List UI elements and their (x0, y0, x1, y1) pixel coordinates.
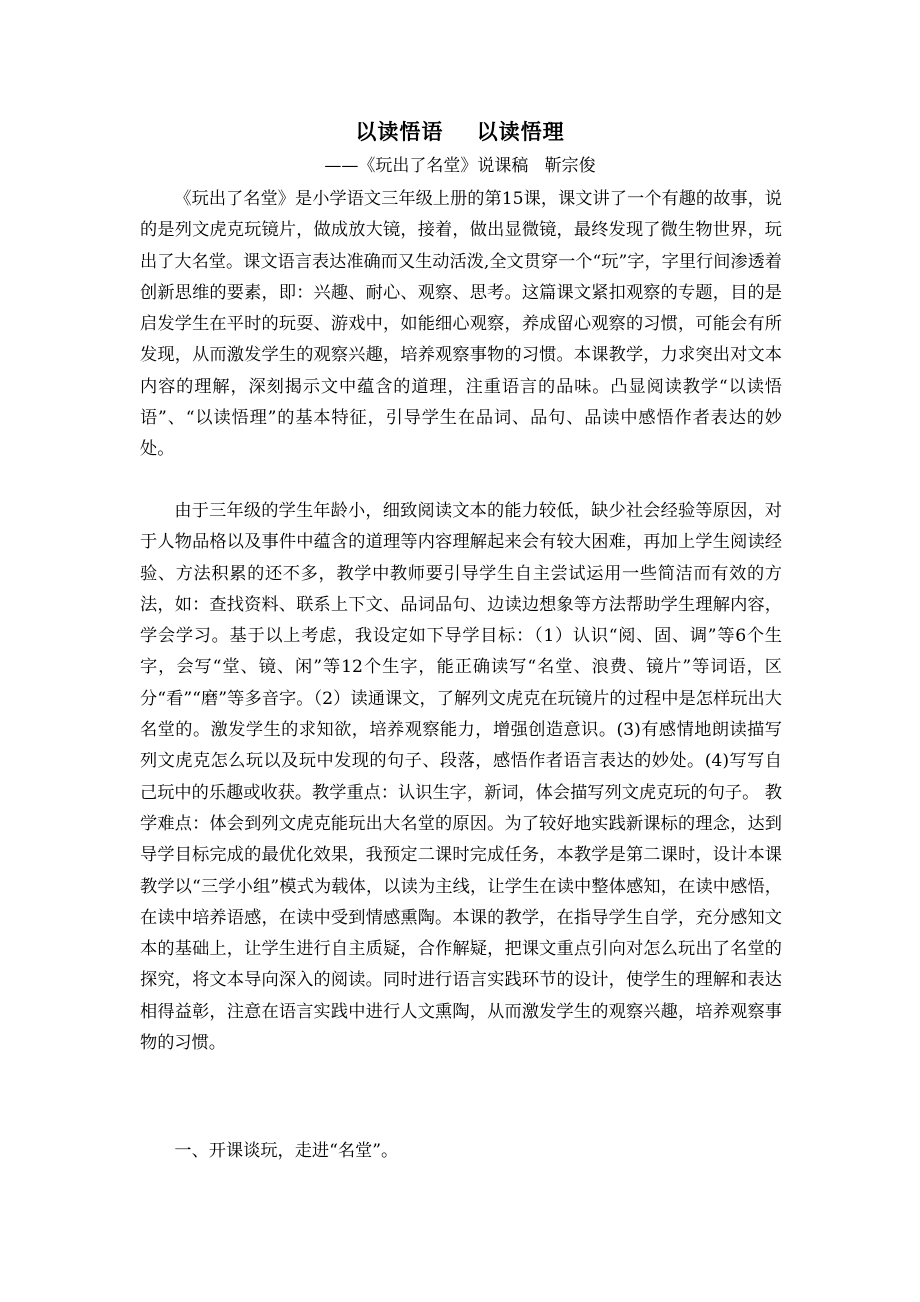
document-title: 以读悟语 以读悟理 (355, 119, 565, 144)
paragraph-objectives: 由于三年级的学生年龄小，细致阅读文本的能力较低，缺少社会经验等原因，对于人物品格以及事件中蕴含的道理等内容理解起来会有较大困难，再加上学生阅读经验、方法积累的还不多，教学中教师要引导学生自主尝试运用一些简洁而有效的方法，如：查找资料、联系上下文、品词品句、边读边想象等方法帮助学生理解内容，学会学习。基于以上考虑，我设定如下导学目标：（1）认识“阅、固、调”等6个生字，会写“堂、镜、闲”等12个生字，能正确读写“名堂、浪费、镜片”等词语，区分“看”“磨”等多音字。（2）读通课文，了解列文虎克在玩镜片的过程中是怎样玩出大名堂的。激发学生的求知欲，培养观察能力，增强创造意识。(3)有感情地朗读描写列文虎克怎么玩以及玩中发现的句子、段落，感悟作者语言表达的妙处。(4)写写自己玩中的乐趣或收获。教学重点：认识生字，新词，体会描写列文虎克玩的句子。 教学难点：体会到列文虎克能玩出大名堂的原因。为了较好地实践新课标的理念，达到导学目标完成的最优化效果，我预定二课时完成任务，本教学是第二课时，设计本课教学以“三学小组”模式为载体，以读为主线，让学生在读中整体感知，在读中感悟，在读中培养语感，在读中受到情感熏陶。本课的教学，在指导学生自学，充分感知文本的基础上，让学生进行自主质疑，合作解疑，把课文重点引向对怎么玩出了名堂的探究，将文本导向深入的阅读。同时进行语言实践环节的设计，使学生的理解和表达相得益彰，注意在语言实践中进行人文熏陶，从而激发学生的观察兴趣，培养观察事物的习惯。 (140, 501, 782, 1054)
section-heading-one: 一、开课谈玩，走进“名堂”。 (174, 1141, 399, 1161)
document-subtitle: ——《玩出了名堂》说课稿 靳宗俊 (324, 156, 596, 176)
paragraph-intro: 《玩出了名堂》是小学语文三年级上册的第15课，课文讲了一个有趣的故事，说的是列文虎克玩镜片，做成放大镜，接着，做出显微镜，最终发现了微生物世界，玩出了大名堂。课文语言表达准确而又生动活泼,全文贯穿一个“玩”字，字里行间渗透着创新思维的要素，即：兴趣、耐心、观察、思考。这篇课文紧扣观察的专题，目的是启发学生在平时的玩耍、游戏中，如能细心观察，养成留心观察的习惯，可能会有所发现，从而激发学生的观察兴趣，培养观察事物的习惯。本课教学，力求突出对文本内容的理解，深刻揭示文中蕴含的道理，注重语言的品味。凸显阅读教学“以读悟语”、“以读悟理”的基本特征，引导学生在品词、品句、品读中感悟作者表达的妙处。 (140, 189, 782, 460)
